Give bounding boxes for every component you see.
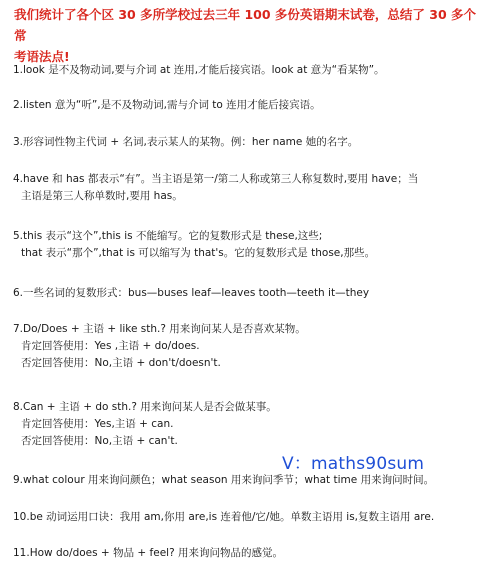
point-line: 1.look 是不及物动词,要与介词 at 连用,才能后接宾语。look at 意为“看某物”。 (13, 64, 385, 76)
point-line: that 表示“那个”,that is 可以缩写为 that's。它的复数形式是 those,那些。 (21, 247, 376, 259)
document-header (14, 4, 488, 67)
header-line-1: 我们统计了各个区 30 多所学校过去三年 100 多份英语期末试卷，总结了 30 多个常 (14, 7, 476, 43)
point-line: 否定回答使用：No,主语 + don't/doesn't. (21, 357, 221, 369)
grammar-point-2 (13, 97, 493, 114)
point-line: 11.How do/does + 物品 + feel? 用来询问物品的感觉。 (13, 547, 283, 559)
header-line-2: 考语法点! (14, 49, 70, 64)
grammar-point-8 (13, 399, 493, 450)
grammar-point-5 (13, 228, 493, 262)
point-line: 5.this 表示“这个”,this is 不能缩写。它的复数形式是 these,这些; (13, 230, 323, 242)
grammar-point-1 (13, 62, 493, 79)
contact-watermark: V：maths90sum (282, 454, 425, 474)
grammar-point-11 (13, 545, 493, 562)
point-line: 2.listen 意为“听”,是不及物动词,需与介词 to 连用才能后接宾语。 (13, 99, 321, 111)
grammar-point-3 (13, 134, 493, 151)
point-line: 4.have 和 has 都表示“有”。当主语是第一/第二人称或第三人称复数时,要用 have；当 (13, 173, 419, 185)
point-line: 3.形容词性物主代词 + 名词,表示某人的某物。例：her name 她的名字。 (13, 136, 359, 148)
point-line: 肯定回答使用：Yes,主语 + can. (21, 418, 174, 430)
point-line: 9.what colour 用来询问颜色；what season 用来询问季节；what time 用来询问时间。 (13, 474, 435, 486)
grammar-point-7 (13, 321, 493, 372)
point-line: 否定回答使用：No,主语 + can't. (21, 435, 178, 447)
grammar-point-10 (13, 509, 493, 526)
point-line: 7.Do/Does + 主语 + like sth.? 用来询问某人是否喜欢某物。 (13, 323, 306, 335)
point-line: 肯定回答使用：Yes ,主语 + do/does. (21, 340, 200, 352)
grammar-point-6 (13, 285, 493, 302)
grammar-point-4 (13, 171, 493, 205)
point-line: 10.be 动词运用口诀：我用 am,你用 are,is 连着他/它/她。单数主语用 is,复数主语用 are. (13, 511, 435, 523)
grammar-point-9 (13, 472, 493, 489)
point-line: 6.一些名词的复数形式：bus—buses leaf—leaves tooth—teeth it—they (13, 287, 370, 299)
point-line: 主语是第三人称单数时,要用 has。 (21, 190, 183, 202)
point-line: 8.Can + 主语 + do sth.? 用来询问某人是否会做某事。 (13, 401, 277, 413)
